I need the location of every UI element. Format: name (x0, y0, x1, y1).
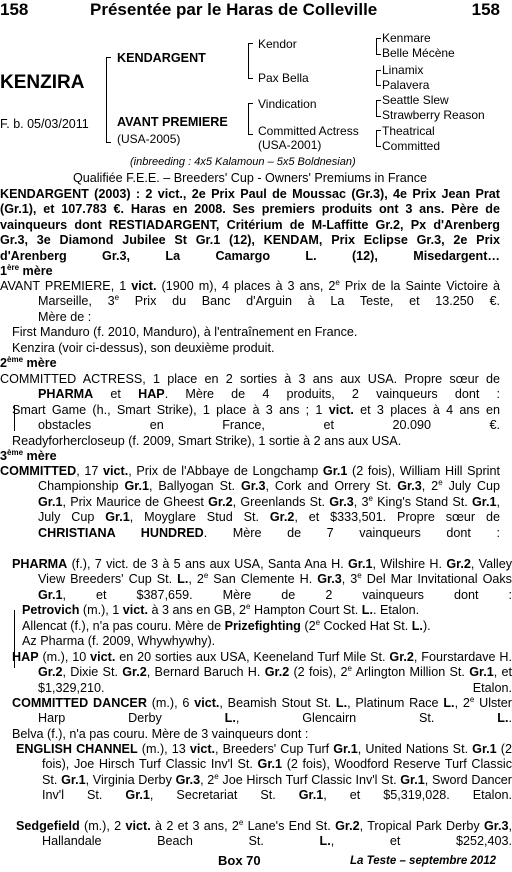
allencat-entry: Allencat (f.), n'a pas couru. Mère de Prizefighting (2e Cocked Hat St. L.). (22, 617, 431, 633)
section-third-dam: 3ème mère (0, 447, 57, 463)
ggs-4: Palavera (382, 78, 430, 92)
pedigree-bracket (248, 43, 253, 79)
second-dam-text: COMMITTED ACTRESS, 1 place en 2 sorties à 3 ans aux USA. Propre sœur de PHARMA et HAP. Mère de 4 produits, 2 vainqueurs dont : (0, 372, 500, 402)
petrovich-entry: Petrovich (m.), 1 vict. à 3 ans en GB, 2e Hampton Court St. L.. Etalon. (22, 601, 420, 617)
ggs-7: Theatrical (382, 124, 435, 138)
inbreeding-note: (inbreeding : 4x5 Kalamoun – 5x5 Boldnesian) (130, 156, 356, 168)
section-first-dam: 1ère mère (0, 262, 53, 278)
belva-entry: Belva (f.), n'a pas couru. Mère de 3 vainqueurs dont : (12, 727, 309, 741)
sire-paragraph: KENDARGENT (2003) : 2 vict., 2e Prix Paul de Moussac (Gr.3), 4e Prix Jean Prat (Gr.1), et 107.783 €. Haras en 2008. Ses premiers produits ont 3 ans. Père de vainqueurs dont RESTIADARGENT, Critérium de M-Laffitte Gr.2, Px d'Arenberg Gr.3, 3e Diamond Jubilee St Gr.1 (12), KENDAM, Prix Eclipse Gr.3, 2e Prix d'Arenberg Gr.3, La Camargo L. (12), Misedargent… (0, 187, 500, 263)
grandsire-1: Kendor (258, 37, 297, 51)
third-dam-text: COMMITTED, 17 vict., Prix de l'Abbaye de Longchamp Gr.1 (2 fois), William Hill Sprint Championship Gr.1, Ballyogan St. Gr.3, Cork and Orrery St. Gr.3, 2e July Cup Gr.1, Prix Maurice de Gheest Gr.2, Greenlands St. Gr.3, 3e King's Stand St. Gr.1, July Cup Gr.1, Moyglare Stud St. Gr.2, et $333,501. Propre sœur de CHRISTIANA HUNDRED. Mère de 7 vainqueurs dont : (0, 464, 500, 540)
granddam-1: Pax Bella (258, 71, 309, 85)
ggs-5: Seattle Slew (382, 93, 449, 107)
page-title: Présentée par le Haras de Colleville (90, 0, 378, 19)
committed-dancer-entry: COMMITTED DANCER (m.), 6 vict., Beamish Stout St. L., Platinum Race L., 2e Ulster Harp Derby L., Glencairn St. L.. (12, 694, 512, 726)
second-dam-produce-2: Readyforhercloseup (f. 2009, Smart Strike), 1 sortie à 2 ans aux USA. (12, 434, 402, 448)
dam-name: AVANT PREMIERE (117, 115, 228, 129)
first-dam-produce-1: First Manduro (f. 2010, Manduro), à l'entraînement en France. (12, 325, 358, 339)
ggs-2: Belle Mécène (382, 46, 455, 60)
dam-origin: (USA-2005) (117, 132, 181, 146)
section-second-dam: 2ème mère (0, 354, 57, 370)
grandsire-2: Vindication (258, 97, 317, 111)
ggs-1: Kenmare (382, 31, 431, 45)
box-number: Box 70 (218, 853, 261, 868)
hap-entry: HAP (m.), 10 vict. en 20 sorties aux USA, Keeneland Turf Mile St. Gr.2, Fourstardave H. Gr.2, Dixie St. Gr.2, Bernard Baruch H. Gr.2 (2 fois), 2e Arlington Million St. Gr.1, et $1,329,210. Etalon. (12, 650, 512, 695)
english-channel-entry: ENGLISH CHANNEL (m.), 13 vict., Breeders' Cup Turf Gr.1, United Nations St. Gr.1 (2 fois), Joe Hirsch Turf Classic Inv'l St. Gr.1 (2 fois), Woodford Reserve Turf Classic St. Gr.1, Virginia Derby Gr.3, 2e Joe Hirsch Turf Classic Inv'l St. Gr.1, Sword Dancer Inv'l St. Gr.1, Secretariat St. Gr.1, et $5,319,028. Etalon. (16, 742, 512, 803)
pedigree-bracket (376, 100, 381, 117)
sire-name: KENDARGENT (117, 51, 206, 65)
pharma-entry: PHARMA (f.), 7 vict. de 3 à 5 ans aux USA, Santa Ana H. Gr.1, Wilshire H. Gr.2, Valley View Breeders' Cup St. L., 2e San Clemente H. Gr.3, 3e Del Mar Invitational Oaks Gr.1, et $387,659. Mère de 2 vainqueurs dont : (12, 557, 512, 602)
page-number-right: 158 (471, 0, 500, 19)
ggs-6: Strawberry Reason (382, 108, 485, 122)
granddam-2-origin: (USA-2001) (258, 138, 322, 152)
pedigree-bracket (248, 103, 253, 135)
first-dam-produce-2: Kenzira (voir ci-dessus), son deuxième produit. (12, 341, 275, 355)
pedigree-bracket (376, 38, 381, 55)
event-name: La Teste – septembre 2012 (350, 855, 496, 867)
horse-name: KENZIRA (0, 72, 85, 93)
pedigree-bracket (376, 70, 381, 86)
az-pharma-entry: Az Pharma (f. 2009, Whywhywhy). (22, 634, 216, 648)
ggs-8: Committed (382, 139, 441, 153)
first-dam-mother-of: Mère de : (38, 310, 92, 324)
sedgefield-entry: Sedgefield (m.), 2 vict. à 2 et 3 ans, 2e Lane's End St. Gr.2, Tropical Park Derby Gr.3, Hallandale Beach St. L., et $252,403. (16, 817, 512, 849)
qualification: Qualifiée F.E.E. – Breeders' Cup - Owners' Premiums in France (72, 171, 428, 185)
page-number-left: 158 (0, 0, 29, 19)
ggs-3: Linamix (382, 63, 424, 77)
pedigree-bracket (106, 57, 111, 143)
pedigree-bracket (376, 130, 381, 147)
horse-info: F. b. 05/03/2011 (0, 117, 89, 131)
first-dam-text: AVANT PREMIERE, 1 vict. (1900 m), 4 places à 3 ans, 2e Prix de la Sainte Victoire à Marseille, 3e Prix du Banc d'Arguin à La Teste, et 13.250 €. (0, 277, 501, 309)
granddam-2: Committed Actress (258, 124, 359, 138)
second-dam-produce-1: Smart Game (h., Smart Strike), 1 place à 3 ans ; 1 vict. et 3 places à 4 ans en obstacles en France, et 20.090 €. (12, 403, 500, 433)
